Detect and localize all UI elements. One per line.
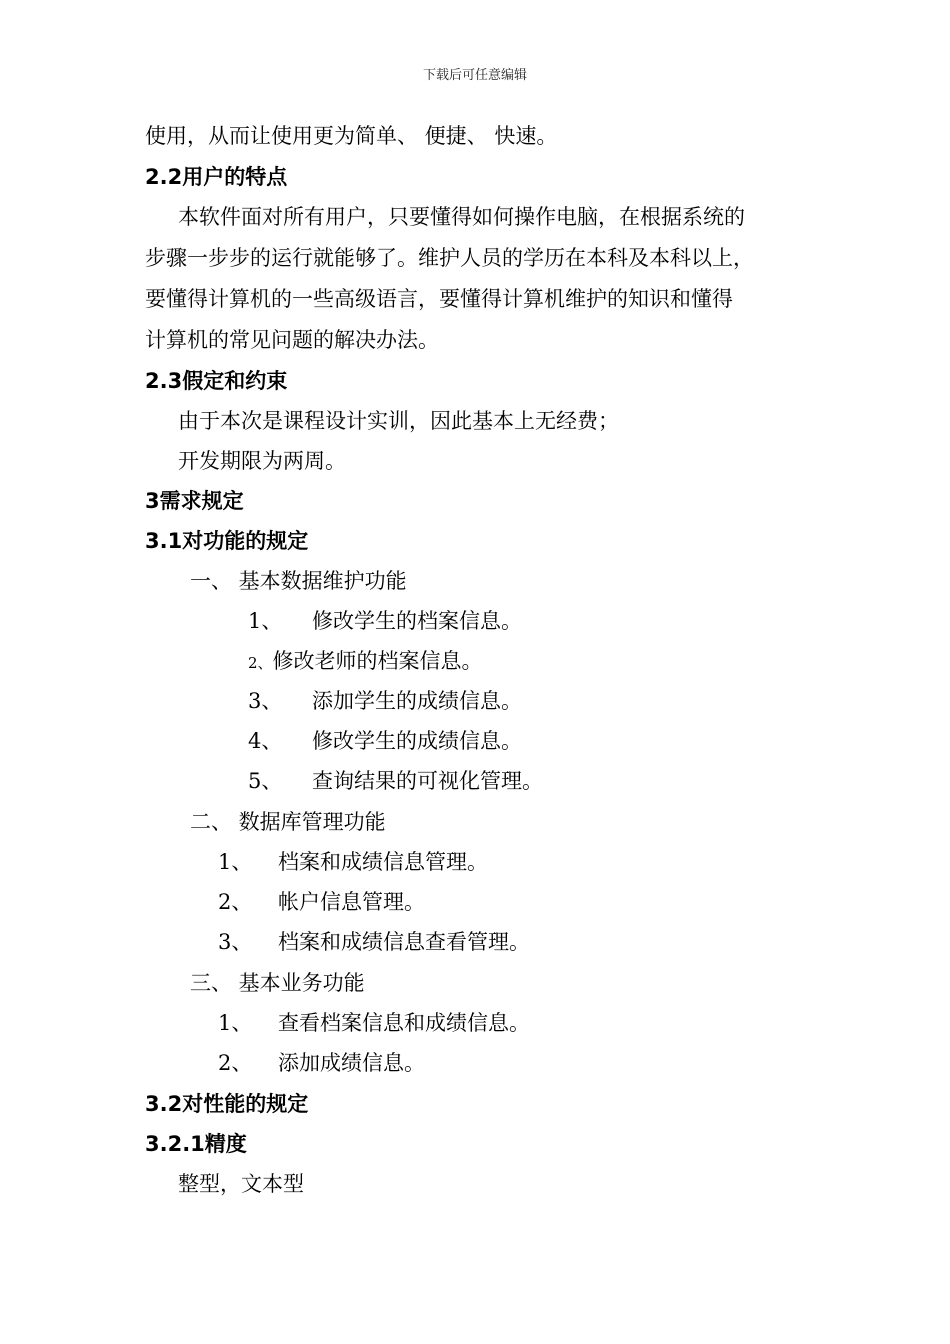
heading-3-2-1: 3.2.1精度 bbox=[145, 1132, 247, 1156]
list-item bbox=[218, 847, 488, 877]
list-item-text: 查询结果的可视化管理。 bbox=[312, 769, 543, 793]
list-item bbox=[218, 927, 530, 957]
list-item-text: 添加成绩信息。 bbox=[278, 1051, 425, 1075]
list-item bbox=[248, 646, 483, 678]
list-item-number: 3、 bbox=[248, 689, 283, 713]
list-item-number: 2、 bbox=[248, 654, 273, 672]
heading-3: 3需求规定 bbox=[145, 489, 244, 513]
paragraph-intro-tail: 使用，从而让使用更为简单、 便捷、 快速。 bbox=[145, 124, 558, 148]
paragraph-line: 要懂得计算机的一些高级语言，要懂得计算机维护的知识和懂得 bbox=[145, 287, 733, 311]
paragraph-line: 计算机的常见问题的解决办法。 bbox=[145, 328, 439, 352]
list-item-text: 修改老师的档案信息。 bbox=[272, 649, 483, 673]
list-item bbox=[218, 887, 425, 917]
list-item-number: 1、 bbox=[248, 609, 283, 633]
paragraph-line: 开发期限为两周。 bbox=[178, 449, 346, 473]
list-item bbox=[218, 1008, 530, 1038]
list-item-text: 修改学生的档案信息。 bbox=[312, 609, 522, 633]
list-item-text: 档案和成绩信息管理。 bbox=[278, 850, 488, 874]
paragraph-line: 整型，文本型 bbox=[178, 1172, 304, 1196]
heading-3-2: 3.2对性能的规定 bbox=[145, 1092, 309, 1116]
list-item-text: 修改学生的成绩信息。 bbox=[312, 729, 522, 753]
paragraph-line: 步骤一步步的运行就能够了。维护人员的学历在本科及本科以上， bbox=[145, 246, 754, 270]
paragraph-line: 本软件面对所有用户，只要懂得如何操作电脑，在根据系统的 bbox=[178, 205, 745, 229]
list-item-text: 添加学生的成绩信息。 bbox=[312, 689, 522, 713]
heading-2-2: 2.2用户的特点 bbox=[145, 165, 288, 189]
heading-2-3: 2.3假定和约束 bbox=[145, 369, 288, 393]
list-group-title: 三、 基本业务功能 bbox=[190, 971, 365, 995]
list-item-text: 帐户信息管理。 bbox=[278, 890, 425, 914]
list-item-number: 4、 bbox=[248, 729, 283, 753]
list-item-number: 2、 bbox=[218, 890, 253, 914]
list-item bbox=[218, 1048, 425, 1078]
list-group-title: 二、 数据库管理功能 bbox=[190, 810, 386, 834]
list-item bbox=[248, 606, 522, 636]
list-item bbox=[248, 686, 522, 716]
list-item-number: 1、 bbox=[218, 1011, 253, 1035]
list-item-text: 档案和成绩信息查看管理。 bbox=[278, 930, 530, 954]
page-header: 下载后可任意编辑 bbox=[422, 68, 527, 83]
list-item-text: 查看档案信息和成绩信息。 bbox=[278, 1011, 530, 1035]
heading-3-1: 3.1对功能的规定 bbox=[145, 529, 309, 553]
list-item bbox=[248, 766, 543, 796]
list-group-title: 一、 基本数据维护功能 bbox=[190, 569, 407, 593]
list-item-number: 3、 bbox=[218, 930, 253, 954]
list-item-number: 1、 bbox=[218, 850, 253, 874]
list-item-number: 2、 bbox=[218, 1051, 253, 1075]
list-item-number: 5、 bbox=[248, 769, 283, 793]
paragraph-line: 由于本次是课程设计实训，因此基本上无经费； bbox=[178, 409, 619, 433]
list-item bbox=[248, 726, 522, 756]
